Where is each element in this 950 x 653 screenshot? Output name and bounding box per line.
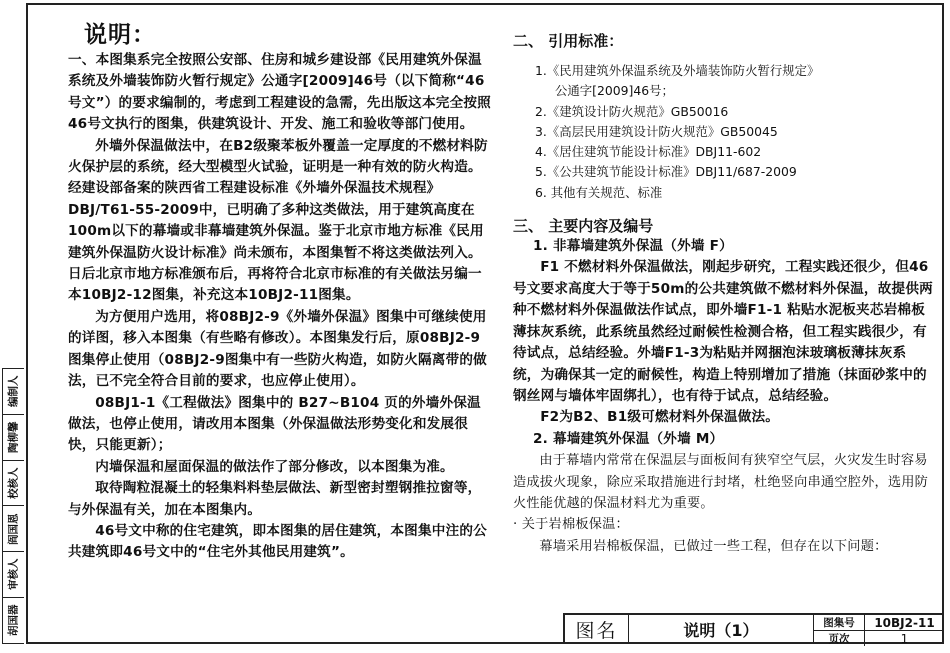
section-two-heading: 二、 引用标准：: [513, 32, 624, 50]
signature-strip: [2, 368, 24, 644]
reference-item: 6. 其他有关规范、标准: [535, 184, 663, 200]
rock-text: 幕墙采用岩棉板保温，已做过一些工程，但存在以下问题：: [539, 538, 888, 554]
left-body: [68, 50, 492, 564]
title-block-name: 说明（1）: [629, 615, 814, 644]
paragraph: 为方便用户选用，将08BJ2-9《外墙外保温》图集中可继续使用的详图，移入本图集（有些略有修改）。本图集发行后，原08BJ2-9图集停止使用（08BJ2-9图集中有一些防火构造，如防火隔离带的做法，已不完全符合目前的要求，也应停止使用）。: [68, 308, 487, 390]
paragraph-f2: F2为B2、B1级可燃材料外保温做法。: [540, 409, 780, 426]
sub-heading-f: 1. 非幕墙建筑外保温（外墙 F）: [533, 238, 733, 255]
atlas-value: 10BJ2-11: [874, 615, 935, 630]
page-value: 1: [900, 631, 909, 646]
paragraph: 08BJ1-1《工程做法》图集中的 B27~B104 页的外墙外保温做法，也停止使用，请改用本图集（外保温做法形势变化和发展很快，只能更新）；: [68, 394, 481, 454]
section-three-body: [513, 236, 933, 557]
section-three-heading: 三、 主要内容及编号: [513, 217, 654, 236]
sig-cell: 阎国恩: [3, 506, 24, 552]
paragraph-m: 由于幕墙内常常在保温层与面板间有狭窄空气层，火灾发生时容易造成拔火现象，除应采取措施进行封堵，杜绝竖向串通空腔外，选用防火性能优越的保温材料尤为重要。: [513, 453, 929, 511]
reference-item: 5.《公共建筑节能设计标准》DBJ11/687-2009: [535, 164, 797, 180]
paragraph: 内墙保温和屋面保温的做法作了部分修改，以本图集为准。: [95, 458, 454, 475]
paragraph: 46号文中称的住宅建筑，即本图集的居住建筑，本图集中注的公共建筑即46号文中的“住宅外其他民用建筑”。: [68, 522, 487, 561]
reference-item: 2.《建筑设计防火规范》GB50016: [535, 103, 729, 119]
paragraph: 外墙外保温做法中，在B2级聚苯板外覆盖一定厚度的不燃材料防火保护层的系统，经大型模型火试验，证明是一种有效的防火构造。经建设部备案的陕西省工程建设标准《外墙外保温技术规程》DBJ/T61-55-2009中，已明确了多种这类做法，用于建筑高度在100m以下的幕墙或非幕墙建筑外保温。鉴于北京市地方标准《民用建筑外保温防火设计标准》尚未颁布，本图集暂不将这类做法列入。日后北京市地方标准颁布后，再将符合北京市标准的有关做法另编一本10BJ2-12图集，补充这本10BJ2-11图集。: [68, 137, 488, 304]
reference-item: 3.《高层民用建筑设计防火规范》GB50045: [535, 123, 778, 139]
page-row: [814, 631, 944, 646]
title-block-label: 图名: [565, 615, 629, 644]
sig-cell: 校核人: [3, 461, 24, 507]
right-column: [513, 30, 933, 557]
atlas-row: [814, 615, 944, 631]
title-block: [563, 613, 944, 644]
page-key: 页次: [814, 631, 865, 646]
atlas-key: 图集号: [814, 615, 865, 630]
sig-cell: 审核人: [3, 552, 24, 598]
paragraph: 一、本图集系完全按照公安部、住房和城乡建设部《民用建筑外保温系统及外墙装饰防火暂行规定》公通字[2009]46号（以下简称“46号文”）的要求编制的，考虑到工程建设的急需，先出版这本完全按照46号文执行的图集，供建筑设计、开发、施工和验收等部门使用。: [68, 52, 491, 133]
rock-heading: · 关于岩棉板保温：: [513, 517, 629, 533]
paragraph: 取待陶粒混凝土的轻集料料垫层做法、新型密封塑钢推拉窗等，与外保温有关，加在本图集内。: [68, 480, 482, 518]
title-block-meta: [814, 615, 944, 644]
sig-cell: 编制人: [3, 369, 24, 415]
reference-item: 1.《民用建筑外保温系统及外墙装饰防火暂行规定》: [535, 63, 820, 78]
sig-cell: 陶柳馨: [3, 415, 24, 461]
reference-item: 4.《居住建筑节能设计标准》DBJ11-602: [535, 144, 762, 160]
reference-list: [513, 61, 933, 203]
sig-cell: 胡国器: [7, 604, 20, 637]
doc-title: 说明：: [84, 22, 156, 48]
sub-heading-m: 2. 幕墙建筑外保温（外墙 M）: [533, 430, 724, 447]
paragraph-f1: F1 不燃材料外保温做法，刚起步研究，工程实践还很少，但46号文要求高度大于等于50m的公共建筑做不燃材料外保温，故提供两种不燃材料外保温做法作试点，即外墙F1-1 粘贴水泥板夹芯岩棉板薄抹灰系统，此系统虽然经过耐候性检测合格，但工程实践很少，有待试点，总结经验。外墙F1-3为粘贴并网捆泡沫玻璃板薄抹灰系统，为确保其一定的耐候性，构造上特别增加了措施（抹面砂浆中的钢丝网与墙体牢固绑扎），也有待于试点，总结经验。: [513, 259, 933, 404]
reference-item: 公通字[2009]46号；: [555, 83, 674, 99]
